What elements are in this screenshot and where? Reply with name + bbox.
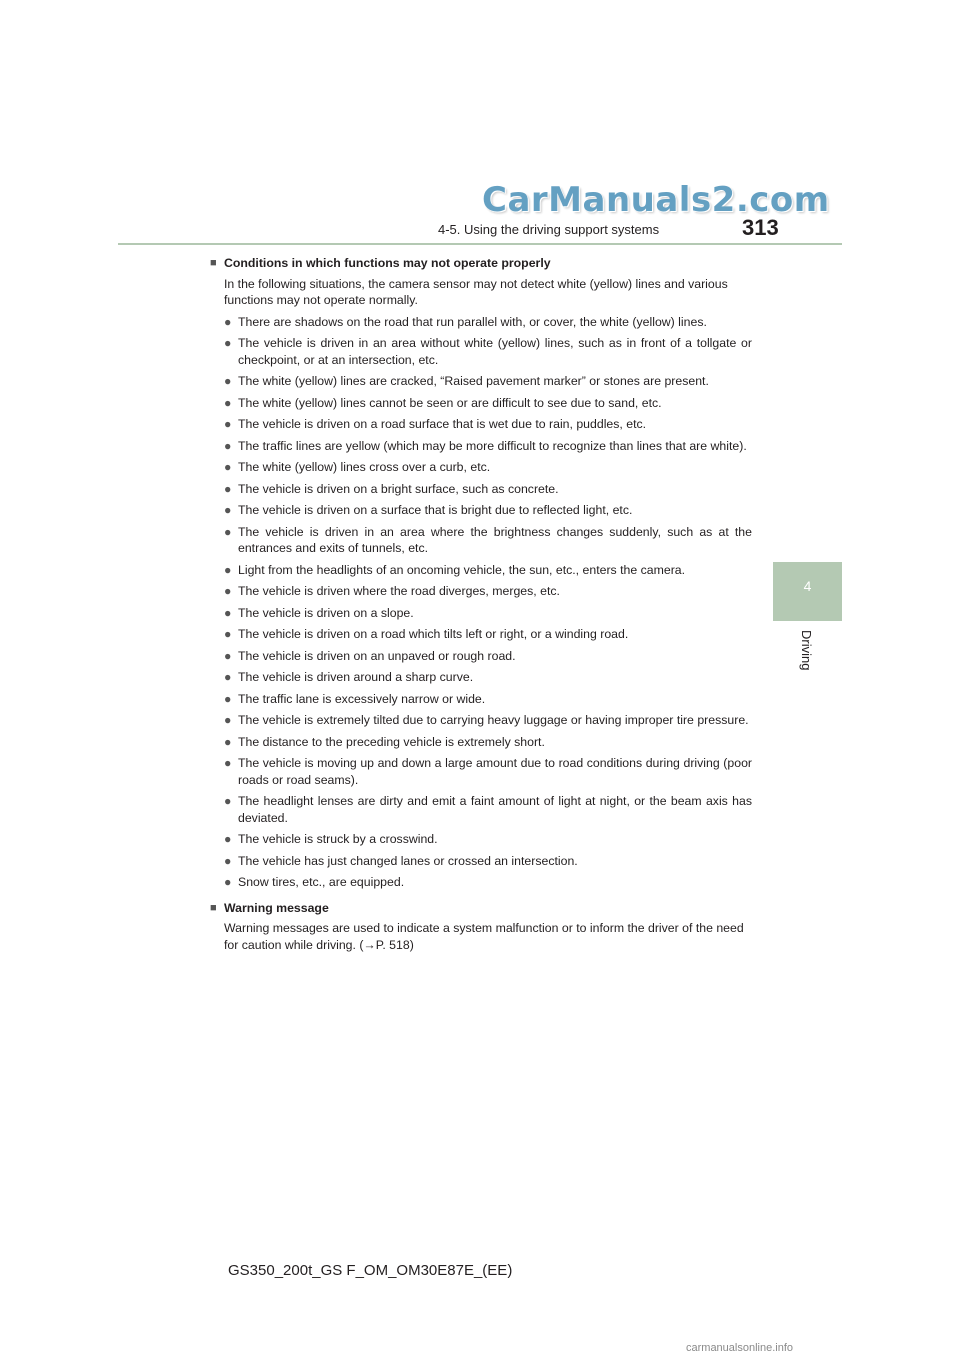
bullet-dot-icon: ● xyxy=(224,336,232,350)
list-item xyxy=(210,481,752,498)
list-item xyxy=(210,502,752,519)
watermark-top: CarManuals2.com xyxy=(482,180,830,220)
bullet-dot-icon: ● xyxy=(224,832,232,846)
warning-body: Warning messages are used to indicate a system malfunction or to inform the driver of the need for caution while driving. (→P. 518) xyxy=(224,921,744,952)
section-heading-warning xyxy=(210,900,752,917)
bullet-dot-icon: ● xyxy=(224,395,232,410)
list-item xyxy=(210,734,752,751)
bullet-dot-icon: ● xyxy=(224,756,232,770)
square-bullet-icon: ■ xyxy=(210,257,217,269)
list-item-text: The vehicle is driven on a surface that is bright due to reflected light, etc. xyxy=(238,503,633,517)
chapter-label: Driving xyxy=(799,630,814,671)
section-title: 4-5. Using the driving support systems xyxy=(438,222,660,237)
list-item-text: The vehicle is driven on an unpaved or rough road. xyxy=(238,648,516,663)
bullet-dot-icon: ● xyxy=(224,875,232,889)
list-item-text: The vehicle is struck by a crosswind. xyxy=(238,832,438,846)
list-item-text: The vehicle is driven on a road which tilts left or right, or a winding road. xyxy=(238,627,629,641)
bullet-dot-icon: ● xyxy=(224,524,232,539)
bullet-dot-icon: ● xyxy=(224,438,232,453)
bullet-dot-icon: ● xyxy=(224,734,232,749)
bullet-dot-icon: ● xyxy=(224,713,232,727)
list-item xyxy=(210,853,752,870)
bullet-dot-icon: ● xyxy=(224,584,232,598)
list-item-text: The vehicle is driven on a bright surface, such as concrete. xyxy=(238,481,559,496)
list-item xyxy=(210,831,752,848)
list-item xyxy=(210,438,752,455)
list-item-text: The white (yellow) lines are cracked, “Raised pavement marker” or stones are present. xyxy=(238,374,709,388)
list-item xyxy=(210,562,752,579)
list-item-text: The traffic lane is excessively narrow or wide. xyxy=(238,691,486,706)
list-item xyxy=(210,416,752,433)
list-item xyxy=(210,648,752,665)
chapter-number: 4 xyxy=(803,578,812,594)
bullet-dot-icon: ● xyxy=(224,503,232,517)
list-item xyxy=(210,335,752,368)
watermark-bottom: carmanualsonline.info xyxy=(686,1342,794,1354)
list-item xyxy=(210,874,752,891)
list-item-text: The white (yellow) lines cannot be seen or are difficult to see due to sand, etc. xyxy=(238,395,662,410)
list-item-text: The vehicle is driven in an area where the brightness changes suddenly, such as at the entrances and exits of tunnels, etc. xyxy=(238,524,752,555)
list-item xyxy=(210,793,752,826)
list-item xyxy=(210,459,752,476)
bullet-dot-icon: ● xyxy=(224,460,232,474)
list-item-text: The vehicle is driven around a sharp curve. xyxy=(238,670,474,684)
section-heading-text: Conditions in which functions may not operate properly xyxy=(224,256,551,270)
list-item xyxy=(210,395,752,412)
list-item-text: The vehicle is extremely tilted due to carrying heavy luggage or having improper tire pressure. xyxy=(238,713,749,727)
content xyxy=(210,255,752,958)
bullet-dot-icon: ● xyxy=(224,417,232,431)
list-item xyxy=(210,712,752,729)
list-item-text: The headlight lenses are dirty and emit a faint amount of light at night, or the beam axis has deviated. xyxy=(238,794,752,825)
bullet-dot-icon: ● xyxy=(224,314,232,329)
section-heading-conditions xyxy=(210,255,752,272)
list-item-text: The vehicle is driven on a road surface that is wet due to rain, puddles, etc. xyxy=(238,417,647,431)
bullet-dot-icon: ● xyxy=(224,853,232,868)
bullet-dot-icon: ● xyxy=(224,691,232,706)
list-item-text: The vehicle has just changed lanes or crossed an intersection. xyxy=(238,853,578,868)
bullet-dot-icon: ● xyxy=(224,794,232,808)
chapter-tab xyxy=(773,562,842,621)
list-item-text: The vehicle is driven on a slope. xyxy=(238,605,414,620)
section-heading-text: Warning message xyxy=(224,900,329,915)
list-item xyxy=(210,583,752,600)
list-item-text: The distance to the preceding vehicle is extremely short. xyxy=(238,734,545,749)
bullet-dot-icon: ● xyxy=(224,374,232,388)
list-item xyxy=(210,691,752,708)
list-item-text: The vehicle is moving up and down a large amount due to road conditions during driving (poor roads or road seams). xyxy=(238,756,752,787)
page-number: 313 xyxy=(742,215,779,240)
list-item-text: There are shadows on the road that run parallel with, or cover, the white (yellow) lines. xyxy=(238,314,707,329)
section-intro: In the following situations, the camera sensor may not detect white (yellow) lines and various functions may not operate normally. xyxy=(224,276,728,307)
bullet-dot-icon: ● xyxy=(224,605,232,620)
list-item-text: The traffic lines are yellow (which may be more difficult to recognize than lines that are white). xyxy=(238,438,747,453)
list-item-text: The white (yellow) lines cross over a curb, etc. xyxy=(238,460,491,474)
list-item xyxy=(210,755,752,788)
bullet-dot-icon: ● xyxy=(224,648,232,663)
list-item xyxy=(210,314,752,331)
bullet-dot-icon: ● xyxy=(224,562,232,577)
list-item-text: Light from the headlights of an oncoming vehicle, the sun, etc., enters the camera. xyxy=(238,562,686,577)
bullet-dot-icon: ● xyxy=(224,481,232,496)
list-item xyxy=(210,605,752,622)
bullet-list xyxy=(210,314,752,891)
list-item xyxy=(210,373,752,390)
bullet-dot-icon: ● xyxy=(224,627,232,641)
list-item-text: The vehicle is driven where the road diverges, merges, etc. xyxy=(238,584,560,598)
header-rule xyxy=(118,243,842,245)
document-code: GS350_200t_GS F_OM_OM30E87E_(EE) xyxy=(228,1262,513,1279)
list-item-text: Snow tires, etc., are equipped. xyxy=(238,875,405,889)
list-item xyxy=(210,626,752,643)
list-item xyxy=(210,669,752,686)
list-item xyxy=(210,524,752,557)
square-bullet-icon: ■ xyxy=(210,901,217,914)
bullet-dot-icon: ● xyxy=(224,670,232,684)
list-item-text: The vehicle is driven in an area without white (yellow) lines, such as in front of a tollgate or checkpoint, or at an intersection, etc. xyxy=(238,336,752,367)
